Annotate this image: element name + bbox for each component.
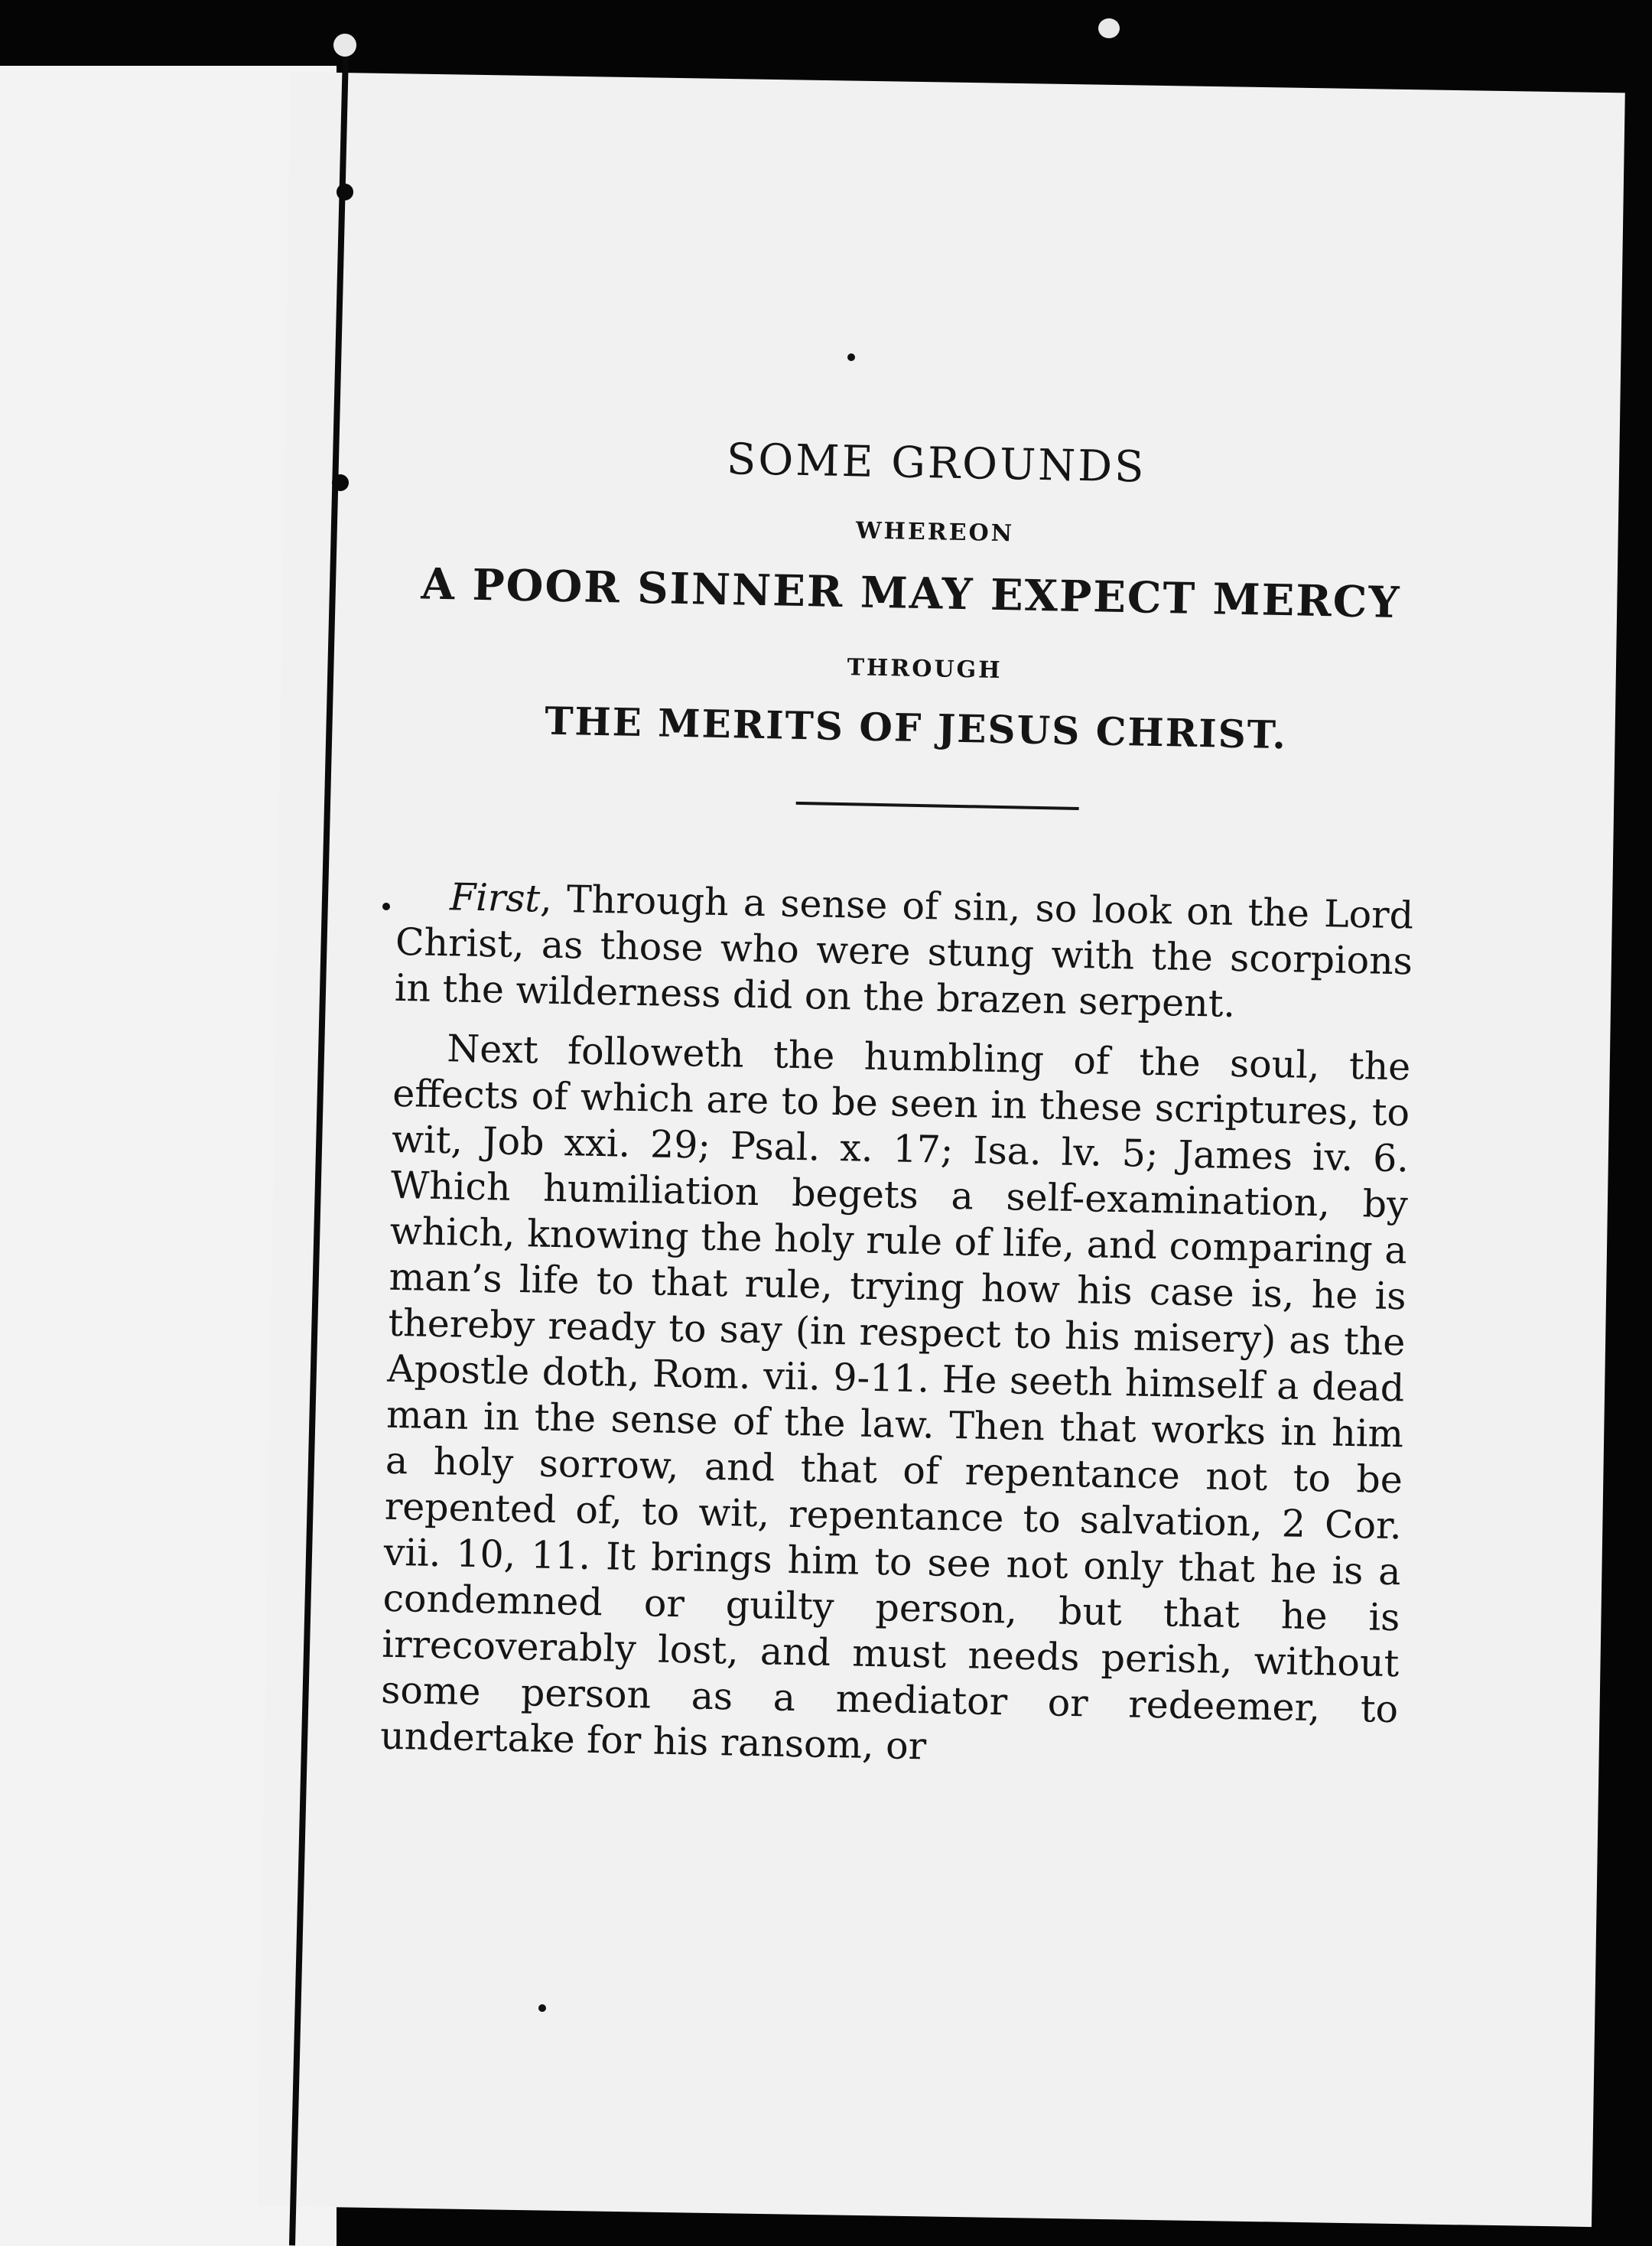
paragraph-text: Next followeth the humbling of the soul, the effects of which are to be seen in these scriptures, to wit, Job xxi. 29; Psal. x. 17; Isa. lv. 5; James iv. 6. Which humiliation begets a self-examination, by which, knowing the holy rule of life, and comparing a man’s life to that rule, trying how his case is, he is thereby ready to say (in respect to his misery) as the Apostle doth, Rom. vii. 9-11. He seeth himself a dead man in the sense of the law. Then that works in him a holy sorrow, and that of repentance not to be repented of, to wit, repentance to salvation, 2 Cor. vii. 10, 11. It brings him to see not only that he is a condemned or guilty person, but that he is irrecoverably lost, and must needs perish, without some person as a mediator or redeemer, to undertake for his ransom, or xyxy=(379,1027,1411,1769)
paragraph-first xyxy=(394,874,1413,1030)
title-line-5: THE MERITS OF JESUS CHRIST. xyxy=(544,698,1288,758)
paragraph-text: , Through a sense of sin, so look on the Lord Christ, as those who were stung with the scorpions in the wilderness did on the brazen serpent. xyxy=(394,877,1414,1026)
title-line-4: THROUGH xyxy=(847,654,1003,685)
title-line-3: A POOR SINNER MAY EXPECT MERCY xyxy=(420,558,1401,629)
ink-dot xyxy=(538,2004,546,2012)
binding-mark xyxy=(337,184,353,200)
title-line-2: WHEREON xyxy=(855,517,1015,548)
section-divider xyxy=(796,802,1079,810)
paragraph-lead-word: First xyxy=(449,875,541,921)
ink-dot xyxy=(847,353,855,361)
title-line-1: SOME GROUNDS xyxy=(726,435,1147,493)
page-text xyxy=(379,428,1423,1792)
binding-mark xyxy=(332,474,349,491)
paragraph-second xyxy=(380,1025,1411,1779)
punch-hole xyxy=(1098,18,1120,38)
punch-hole xyxy=(333,34,356,57)
ink-dot xyxy=(382,903,390,910)
